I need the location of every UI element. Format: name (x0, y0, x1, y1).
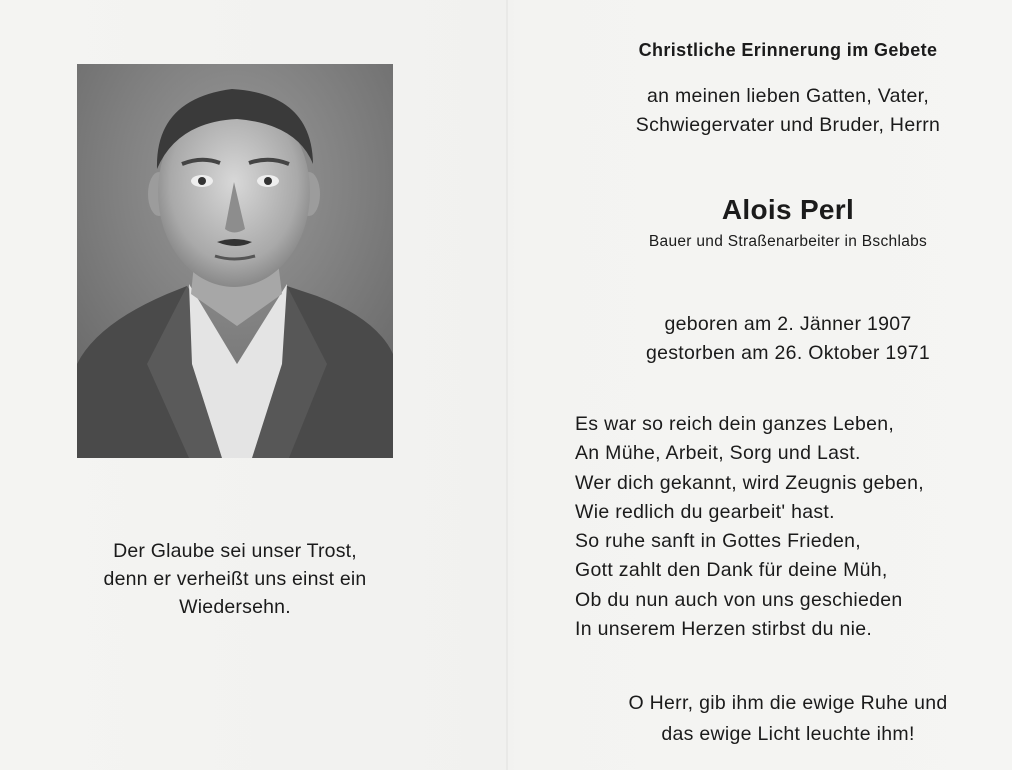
dedication-line: an meinen lieben Gatten, Vater, (646, 85, 930, 107)
deceased-name: Alois Perl (721, 194, 855, 225)
faith-line: Wiedersehn. (179, 596, 291, 618)
poem-line: Ob du nun auch von uns geschieden (575, 588, 903, 611)
dedication (560, 82, 1012, 140)
fold-line (506, 0, 508, 770)
poem-line: Es war so reich dein ganzes Leben, (575, 413, 895, 435)
card-heading: Christliche Erinnerung im Gebete (638, 40, 938, 60)
portrait-photo (77, 64, 393, 458)
death-date: gestorben am 26. Oktober 1971 (645, 342, 931, 364)
prayer (560, 688, 1012, 750)
life-dates (560, 310, 1012, 368)
occupation: Bauer und Straßenarbeiter in Bschlabs (648, 233, 928, 250)
poem-line: Wer dich gekannt, wird Zeugnis geben, (575, 471, 924, 494)
dedication-line: Schwiegervater und Bruder, Herrn (635, 114, 941, 136)
portrait-icon (77, 64, 393, 458)
faith-line: Der Glaube sei unser Trost, (113, 540, 357, 562)
poem-line: So ruhe sanft in Gottes Frieden, (575, 530, 861, 553)
faith-quote (40, 537, 430, 621)
poem-line: Gott zahlt den Dank für deine Müh, (575, 559, 888, 582)
prayer-line: das ewige Licht leuchte ihm! (661, 723, 915, 745)
poem-line: Wie redlich du gearbeit' hast. (575, 500, 835, 523)
faith-line: denn er verheißt uns einst ein (103, 568, 367, 590)
prayer-line: O Herr, gib ihm die ewige Ruhe und (628, 692, 948, 714)
birth-date: geboren am 2. Jänner 1907 (664, 313, 912, 335)
poem (575, 410, 1012, 644)
poem-line: An Mühe, Arbeit, Sorg und Last. (575, 442, 861, 465)
poem-line: In unserem Herzen stirbst du nie. (575, 618, 873, 641)
